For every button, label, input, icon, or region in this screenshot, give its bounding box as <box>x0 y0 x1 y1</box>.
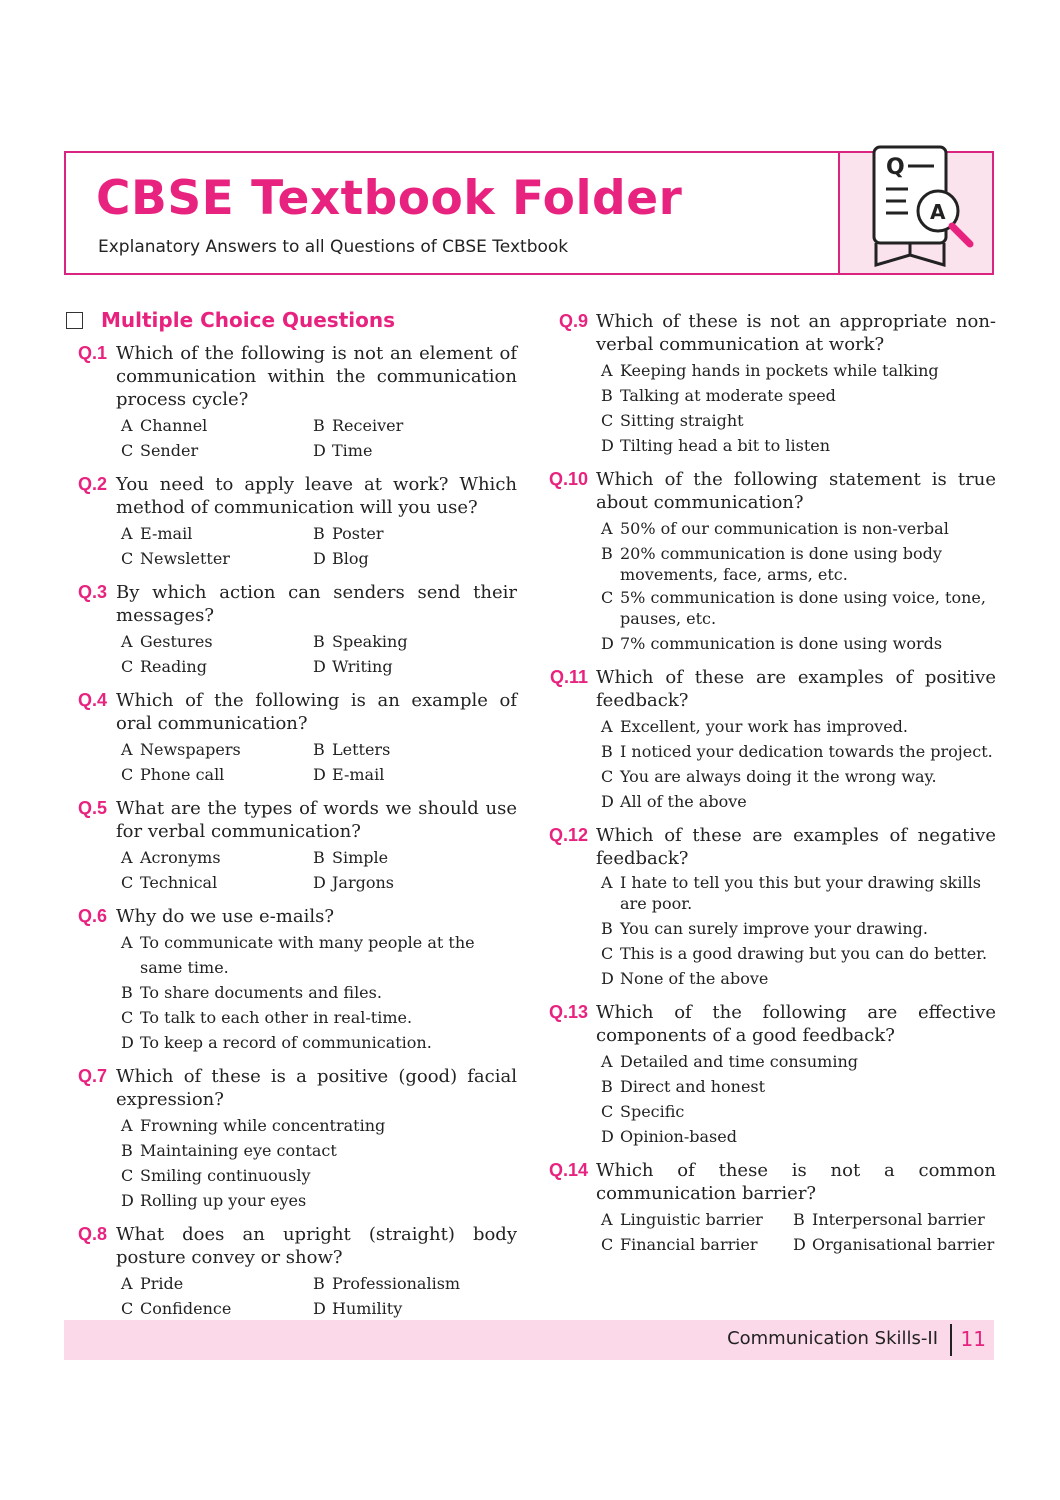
question-text: Which of these are examples of positive feedback? <box>596 667 996 711</box>
banner-subtitle: Explanatory Answers to all Questions of CBSE Textbook <box>98 237 569 257</box>
question-number: Q.9 <box>558 311 588 331</box>
option-text: Maintaining eye contact <box>140 1141 337 1160</box>
option-text: Keeping hands in pockets while talking <box>620 361 939 380</box>
option-text: Writing <box>332 657 393 676</box>
answer-option <box>116 546 308 571</box>
option-letter: D <box>121 1033 134 1052</box>
option-letter: D <box>601 436 614 455</box>
option-letter: D <box>793 1235 806 1254</box>
option-list <box>116 629 517 679</box>
option-letter: C <box>121 1299 134 1318</box>
option-text: Simple <box>332 848 389 867</box>
option-letter: C <box>121 549 134 568</box>
option-text: Speaking <box>332 632 408 651</box>
option-text: Opinion-based <box>620 1127 737 1146</box>
option-letter: C <box>601 1235 614 1254</box>
question-list-right <box>546 310 996 1257</box>
svg-text:Q: Q <box>886 155 905 180</box>
option-text: Linguistic barrier <box>620 1210 763 1229</box>
option-letter: D <box>313 549 326 568</box>
answer-option <box>596 739 996 764</box>
svg-text:A: A <box>930 200 946 224</box>
option-letter: C <box>121 873 134 892</box>
option-letter: C <box>601 588 614 607</box>
answer-option <box>116 1188 517 1213</box>
option-letter: A <box>121 848 133 867</box>
option-letter: C <box>601 944 614 963</box>
page-number: 11 <box>960 1327 986 1351</box>
option-letter: C <box>121 765 134 784</box>
option-text: To communicate with many people at the same time. <box>140 933 475 977</box>
question-number: Q.10 <box>548 469 588 489</box>
question-text: Which of the following is not an element of communication within the communication process cycle? <box>116 343 517 410</box>
question-item <box>546 666 996 814</box>
question-body <box>116 1223 517 1321</box>
question-text: Which of these is not a common communication barrier? <box>596 1160 996 1204</box>
answer-option <box>308 521 517 546</box>
question-item <box>546 1001 996 1149</box>
question-text: What are the types of words we should use for verbal communication? <box>116 798 517 842</box>
option-text: 20% communication is done using body movements, face, arms, etc. <box>620 544 942 584</box>
qa-book-magnifier-icon <box>862 141 982 276</box>
option-text: This is a good drawing but you can do better. <box>620 944 988 963</box>
option-list <box>116 737 517 787</box>
question-item <box>64 797 517 895</box>
option-letter: B <box>313 632 325 651</box>
option-letter: D <box>313 657 326 676</box>
right-column <box>546 310 996 1267</box>
option-list <box>116 1113 517 1213</box>
section-header <box>66 308 517 332</box>
option-letter: A <box>121 1274 133 1293</box>
section-title: Multiple Choice Questions <box>101 308 396 332</box>
option-letter: A <box>121 524 133 543</box>
option-text: Confidence <box>140 1299 232 1318</box>
question-number: Q.6 <box>78 906 108 926</box>
answer-option <box>596 966 996 991</box>
answer-option <box>596 1099 996 1124</box>
option-text: Financial barrier <box>620 1235 758 1254</box>
option-text: Jargons <box>332 873 394 892</box>
question-number: Q.3 <box>78 582 108 602</box>
option-text: 50% of our communication is non-verbal <box>620 519 949 538</box>
option-text: Phone call <box>140 765 225 784</box>
question-text: Which of these is a positive (good) facial expression? <box>116 1066 517 1110</box>
option-letter: C <box>601 411 614 430</box>
question-text: Why do we use e-mails? <box>116 906 334 927</box>
question-item <box>64 342 517 463</box>
footer-chapter: Communication Skills-II <box>727 1328 938 1349</box>
answer-option <box>116 930 517 980</box>
option-letter: D <box>313 765 326 784</box>
option-text: To keep a record of communication. <box>140 1033 432 1052</box>
option-text: None of the above <box>620 969 769 988</box>
question-item <box>546 824 996 991</box>
question-text: Which of these are examples of negative feedback? <box>596 825 996 869</box>
question-item <box>64 1223 517 1321</box>
option-text: You are always doing it the wrong way. <box>620 767 937 786</box>
answer-option <box>596 587 996 629</box>
question-body <box>116 797 517 895</box>
answer-option <box>596 1049 996 1074</box>
answer-option <box>116 1113 517 1138</box>
option-letter: B <box>313 1274 325 1293</box>
left-column <box>64 308 517 1331</box>
option-letter: A <box>121 632 133 651</box>
answer-option <box>116 1163 517 1188</box>
question-number: Q.12 <box>548 825 588 845</box>
option-text: 7% communication is done using words <box>620 634 943 653</box>
answer-option <box>596 408 996 433</box>
option-letter: A <box>601 519 613 538</box>
answer-option <box>596 1124 996 1149</box>
answer-option <box>788 1207 996 1232</box>
question-text: Which of the following statement is true about communication? <box>596 469 996 513</box>
option-text: Sitting straight <box>620 411 744 430</box>
option-text: I noticed your dedication towards the project. <box>620 742 993 761</box>
option-letter: B <box>601 742 613 761</box>
option-text: Technical <box>140 873 218 892</box>
answer-option <box>308 762 517 787</box>
option-text: Acronyms <box>140 848 221 867</box>
question-body <box>116 342 517 463</box>
option-text: Time <box>332 441 373 460</box>
answer-option <box>116 737 308 762</box>
banner-title: CBSE Textbook Folder <box>96 171 683 226</box>
question-body <box>116 1065 517 1213</box>
option-letter: D <box>601 969 614 988</box>
option-text: Blog <box>332 549 369 568</box>
question-item <box>64 581 517 679</box>
section-checkbox-icon <box>66 312 83 329</box>
option-letter: D <box>601 792 614 811</box>
option-letter: A <box>601 1052 613 1071</box>
option-letter: B <box>601 386 613 405</box>
option-text: All of the above <box>620 792 747 811</box>
question-body <box>596 824 996 991</box>
option-letter: A <box>121 933 133 952</box>
question-text: Which of the following are effective components of a good feedback? <box>596 1002 996 1046</box>
option-text: Gestures <box>140 632 213 651</box>
option-text: Professionalism <box>332 1274 461 1293</box>
option-text: Rolling up your eyes <box>140 1191 307 1210</box>
option-letter: B <box>121 1141 133 1160</box>
question-body <box>116 905 517 1055</box>
option-letter: A <box>121 416 133 435</box>
question-item <box>64 1065 517 1213</box>
option-list <box>596 872 996 991</box>
option-text: Newspapers <box>140 740 241 759</box>
option-letter: B <box>601 919 613 938</box>
option-text: Organisational barrier <box>812 1235 995 1254</box>
answer-option <box>116 1296 308 1321</box>
option-list <box>116 521 517 571</box>
answer-option <box>596 383 996 408</box>
option-letter: B <box>601 1077 613 1096</box>
option-text: Frowning while concentrating <box>140 1116 386 1135</box>
question-number: Q.11 <box>549 667 588 687</box>
option-list <box>116 413 517 463</box>
option-list <box>116 845 517 895</box>
banner-icon-box <box>838 153 992 273</box>
question-number: Q.2 <box>78 474 108 494</box>
option-letter: B <box>601 544 613 563</box>
answer-option <box>116 1030 517 1055</box>
answer-option <box>596 1207 788 1232</box>
question-body <box>596 1001 996 1149</box>
answer-option <box>308 546 517 571</box>
question-item <box>546 468 996 656</box>
answer-option <box>308 870 517 895</box>
question-item <box>64 473 517 571</box>
option-text: 5% communication is done using voice, tone, pauses, etc. <box>620 588 986 628</box>
footer-divider <box>950 1324 952 1356</box>
answer-option <box>596 516 996 541</box>
answer-option <box>596 1074 996 1099</box>
answer-option <box>596 941 996 966</box>
option-letter: C <box>121 1166 134 1185</box>
question-item <box>546 310 996 458</box>
option-text: Pride <box>140 1274 184 1293</box>
question-number: Q.14 <box>548 1160 588 1180</box>
answer-option <box>308 438 517 463</box>
option-letter: D <box>601 1127 614 1146</box>
question-text: You need to apply leave at work? Which method of communication will you use? <box>116 474 517 518</box>
answer-option <box>308 413 517 438</box>
answer-option <box>116 845 308 870</box>
option-letter: B <box>793 1210 805 1229</box>
answer-option <box>308 737 517 762</box>
option-letter: B <box>313 524 325 543</box>
option-letter: A <box>121 1116 133 1135</box>
page-footer <box>64 1320 994 1360</box>
answer-option <box>596 543 996 585</box>
option-text: To talk to each other in real-time. <box>140 1008 413 1027</box>
question-text: Which of the following is an example of oral communication? <box>116 690 517 734</box>
option-letter: A <box>601 361 613 380</box>
option-letter: A <box>601 873 613 892</box>
answer-option <box>596 789 996 814</box>
option-letter: D <box>313 873 326 892</box>
option-letter: C <box>121 657 134 676</box>
option-text: You can surely improve your drawing. <box>620 919 928 938</box>
option-text: Interpersonal barrier <box>812 1210 985 1229</box>
chapter-banner <box>64 151 994 275</box>
option-text: Sender <box>140 441 199 460</box>
answer-option <box>116 521 308 546</box>
option-letter: D <box>121 1191 134 1210</box>
question-text: What does an upright (straight) body posture convey or show? <box>116 1224 517 1268</box>
option-letter: D <box>601 634 614 653</box>
question-number: Q.4 <box>78 690 108 710</box>
option-letter: C <box>121 1008 134 1027</box>
answer-option <box>596 631 996 656</box>
option-list <box>116 1271 517 1321</box>
question-item <box>546 1159 996 1257</box>
option-letter: A <box>121 740 133 759</box>
answer-option <box>596 916 996 941</box>
option-letter: B <box>313 848 325 867</box>
option-list <box>596 714 996 814</box>
question-body <box>596 310 996 458</box>
question-item <box>64 689 517 787</box>
question-list-left <box>64 342 517 1321</box>
question-text: By which action can senders send their messages? <box>116 582 517 626</box>
option-text: Humility <box>332 1299 403 1318</box>
option-text: I hate to tell you this but your drawing skills are poor. <box>620 873 981 913</box>
answer-option <box>116 654 308 679</box>
option-letter: C <box>121 441 134 460</box>
question-body <box>596 666 996 814</box>
option-text: Specific <box>620 1102 685 1121</box>
option-letter: B <box>313 740 325 759</box>
option-text: Tilting head a bit to listen <box>620 436 831 455</box>
option-text: Talking at moderate speed <box>620 386 836 405</box>
option-letter: D <box>313 441 326 460</box>
option-text: Smiling continuously <box>140 1166 311 1185</box>
question-body <box>116 689 517 787</box>
answer-option <box>116 629 308 654</box>
answer-option <box>596 1232 788 1257</box>
option-list <box>596 1049 996 1149</box>
question-number: Q.1 <box>78 343 108 363</box>
answer-option <box>116 438 308 463</box>
option-list <box>116 930 517 1055</box>
option-text: Channel <box>140 416 208 435</box>
option-text: E-mail <box>332 765 385 784</box>
answer-option <box>596 358 996 383</box>
question-body <box>596 1159 996 1257</box>
option-letter: D <box>313 1299 326 1318</box>
option-letter: A <box>601 1210 613 1229</box>
option-text: Excellent, your work has improved. <box>620 717 908 736</box>
option-letter: A <box>601 717 613 736</box>
option-text: To share documents and files. <box>140 983 382 1002</box>
answer-option <box>116 1138 517 1163</box>
answer-option <box>116 1271 308 1296</box>
option-list <box>596 358 996 458</box>
option-text: Poster <box>332 524 384 543</box>
option-letter: B <box>121 983 133 1002</box>
option-text: Reading <box>140 657 207 676</box>
option-text: Detailed and time consuming <box>620 1052 858 1071</box>
answer-option <box>788 1232 996 1257</box>
option-text: Letters <box>332 740 391 759</box>
question-number: Q.8 <box>78 1224 108 1244</box>
question-number: Q.13 <box>548 1002 588 1022</box>
answer-option <box>308 1271 517 1296</box>
question-body <box>116 581 517 679</box>
answer-option <box>308 654 517 679</box>
option-text: E-mail <box>140 524 193 543</box>
option-list <box>596 1207 996 1257</box>
answer-option <box>308 629 517 654</box>
question-number: Q.7 <box>78 1066 108 1086</box>
answer-option <box>596 714 996 739</box>
answer-option <box>116 980 517 1005</box>
answer-option <box>116 413 308 438</box>
question-text: Which of these is not an appropriate non-verbal communication at work? <box>596 311 996 355</box>
question-body <box>116 473 517 571</box>
option-letter: C <box>601 767 614 786</box>
answer-option <box>116 1005 517 1030</box>
option-text: Receiver <box>332 416 404 435</box>
answer-option <box>116 870 308 895</box>
answer-option <box>116 762 308 787</box>
question-number: Q.5 <box>78 798 108 818</box>
option-letter: B <box>313 416 325 435</box>
option-text: Newsletter <box>140 549 230 568</box>
option-letter: C <box>601 1102 614 1121</box>
answer-option <box>308 1296 517 1321</box>
answer-option <box>596 433 996 458</box>
question-body <box>596 468 996 656</box>
option-list <box>596 516 996 656</box>
question-item <box>64 905 517 1055</box>
answer-option <box>596 872 996 914</box>
answer-option <box>308 845 517 870</box>
option-text: Direct and honest <box>620 1077 766 1096</box>
answer-option <box>596 764 996 789</box>
